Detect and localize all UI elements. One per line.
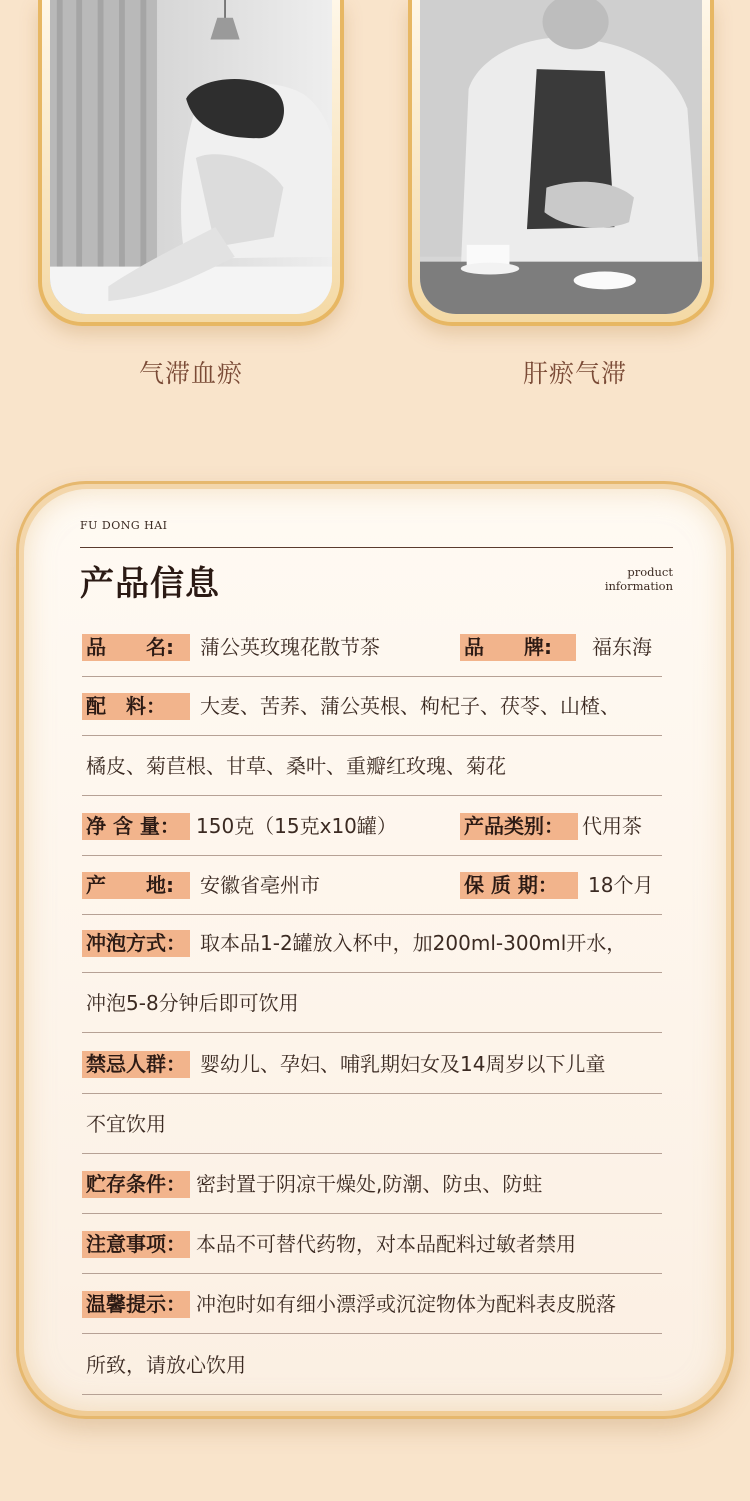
- label-storage: 贮存条件：: [82, 1171, 190, 1198]
- info-row-origin-shelflife: [82, 855, 662, 915]
- info-row-tips: [82, 1274, 662, 1334]
- label-contraindications: 禁忌人群：: [82, 1051, 190, 1078]
- title-en-line2: information: [604, 579, 673, 593]
- label-precautions: 注意事项：: [82, 1231, 190, 1258]
- value-ingredients-cont: 橘皮、菊苣根、甘草、桑叶、重瓣红玫瑰、菊花: [86, 754, 506, 778]
- value-category: 代用茶: [582, 814, 642, 838]
- title-en-line1: product: [627, 565, 673, 579]
- label-tips: 温馨提示：: [82, 1291, 190, 1318]
- label-shelf-life: 保 质 期：: [460, 872, 578, 899]
- info-row-contraindications-cont: [82, 1094, 662, 1154]
- label-product-name: 品 名:: [82, 634, 190, 661]
- info-row-brewing-cont: [82, 973, 662, 1033]
- info-row-brewing: [82, 913, 662, 973]
- label-category: 产品类别：: [460, 813, 578, 840]
- caption-qi-stagnation: 气滞血瘀: [138, 359, 243, 388]
- info-row-contraindications: [82, 1034, 662, 1094]
- photo-woman-hugging-knees: [50, 0, 332, 314]
- brand-name-en: FU DONG HAI: [80, 519, 168, 532]
- value-shelf-life: 18个月: [588, 873, 654, 897]
- info-row-name-brand: [82, 617, 662, 677]
- label-brand: 品 牌:: [460, 634, 576, 661]
- info-row-ingredients: [82, 676, 662, 736]
- label-origin: 产 地:: [82, 872, 190, 899]
- value-storage: 密封置于阴凉干燥处,防潮、防虫、防蛀: [196, 1172, 543, 1196]
- value-precautions: 本品不可替代药物，对本品配料过敏者禁用: [196, 1232, 576, 1256]
- label-brewing: 冲泡方式：: [82, 930, 190, 957]
- caption-liver-stagnation: 肝瘀气滞: [522, 359, 627, 388]
- value-contraindications: 婴幼儿、孕妇、哺乳期妇女及14周岁以下儿童: [200, 1052, 606, 1076]
- value-brewing: 取本品1-2罐放入杯中，加200ml-300ml开水，: [200, 931, 627, 955]
- info-row-ingredients-cont: [82, 736, 662, 796]
- value-tips: 冲泡时如有细小漂浮或沉淀物体为配料表皮脱落: [196, 1292, 616, 1316]
- title-divider: [80, 547, 673, 548]
- info-row-precautions: [82, 1214, 662, 1274]
- label-net-weight: 净 含 量：: [82, 813, 190, 840]
- photo-card-qi-stagnation: [38, 0, 344, 326]
- product-info-title-en: [605, 565, 673, 593]
- value-tips-cont: 所致，请放心饮用: [86, 1353, 246, 1377]
- value-origin: 安徽省亳州市: [200, 873, 320, 897]
- info-row-tips-cont: [82, 1335, 662, 1395]
- photo-woman-holding-stomach: [420, 0, 702, 314]
- value-contraindications-cont: 不宜饮用: [86, 1112, 166, 1136]
- value-net-weight: 150克（15克x10罐）: [196, 814, 397, 838]
- product-info-title: 产品信息: [80, 564, 220, 604]
- value-product-name: 蒲公英玫瑰花散节茶: [200, 635, 380, 659]
- label-ingredients: 配 料：: [82, 693, 190, 720]
- value-brand: 福东海: [592, 635, 652, 659]
- value-brewing-cont: 冲泡5-8分钟后即可饮用: [86, 991, 299, 1015]
- value-ingredients: 大麦、苦荞、蒲公英根、枸杞子、茯苓、山楂、: [200, 694, 620, 718]
- info-row-storage: [82, 1154, 662, 1214]
- info-row-weight-category: [82, 796, 662, 856]
- photo-card-liver-stagnation: [408, 0, 714, 326]
